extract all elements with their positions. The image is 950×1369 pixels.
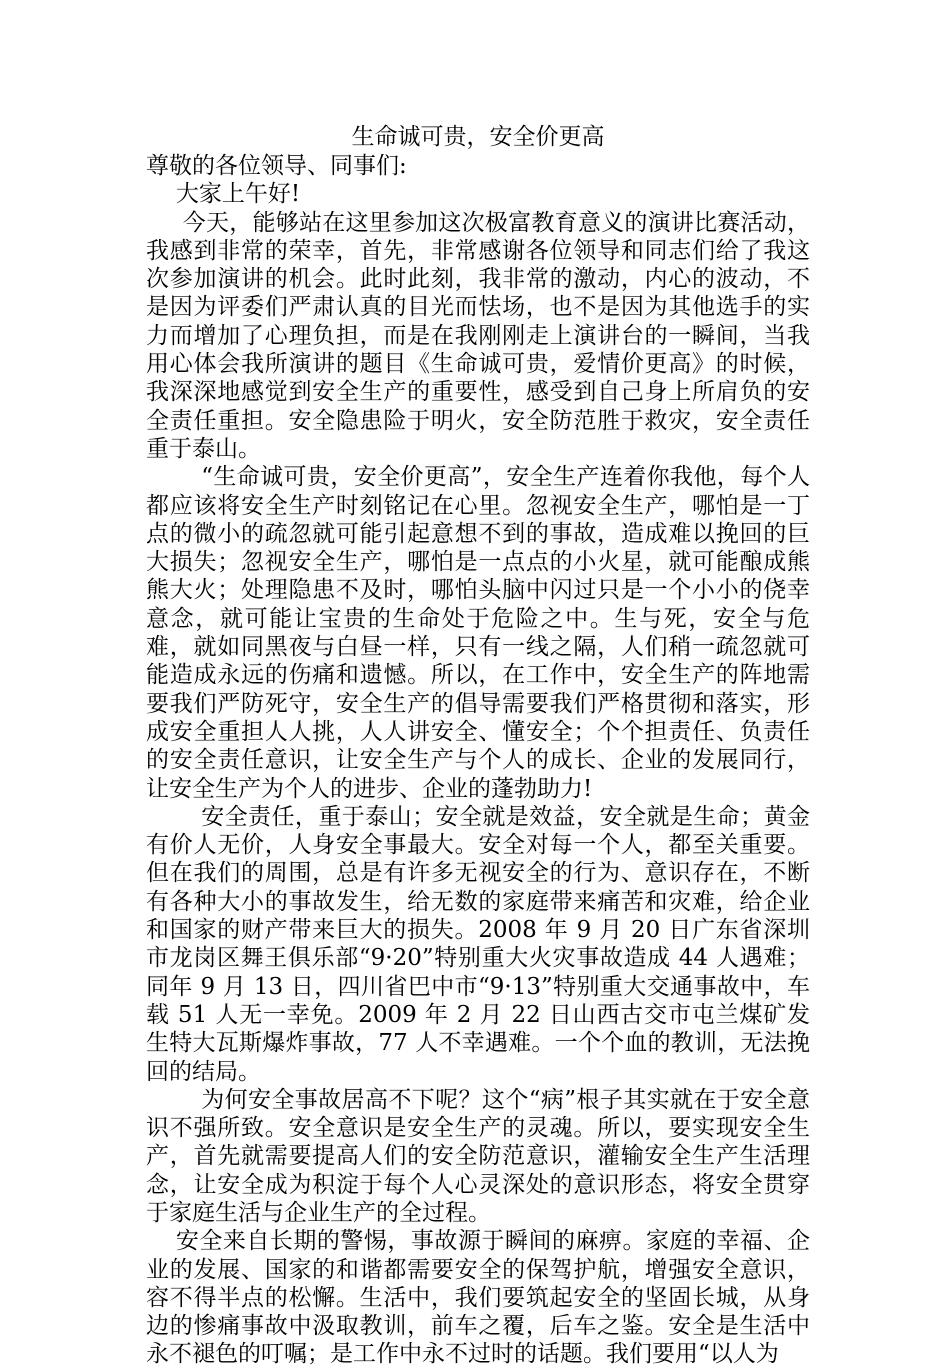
paragraph-5: 安全来自长期的警惕，事故源于瞬间的麻痹。家庭的幸福、企业的发展、国家的和谐都需要安全的保驾护航，增强安全意识，容不得半点的松懈。生活中，我们要筑起安全的坚固长城，从身边的惨痛事故中汲取教训，前车之覆，后车之鉴。安全是生活中永不褪色的叮嘱；是工作中永不过时的话题。我们要用“以人为 <box>146 1228 810 1368</box>
salutation: 尊敬的各位领导、同事们: <box>146 153 407 179</box>
paragraph-4: 为何安全事故居高不下呢？这个“病”根子其实就在于安全意识不强所致。安全意识是安全生产的灵魂。所以，要实现安全生产，首先就需要提高人们的安全防范意识，灌输安全生产生活理念，让安全成为积淀于每个人心灵深处的意识形态，将安全贯穿于家庭生活与企业生产的全过程。 <box>146 1086 810 1226</box>
paragraph-3: 安全责任，重于泰山；安全就是效益，安全就是生命；黄金有价人无价，人身安全事最大。安全对每一个人，都至关重要。但在我们的周围，总是有许多无视安全的行为、意识存在，不断有各种大小的事故发生，给无数的家庭带来痛苦和灾难，给企业和国家的财产带来巨大的损失。2008 年 9 月 20 日广东省深圳市龙岗区舞王俱乐部“9·20”特别重大火灾事故造成 44 人遇难；同年 9 月 13 日，四川省巴中市“9·13”特别重大交通事故中，车载 51 人无一幸免。2009 年 2 月 22 日山西古交市屯兰煤矿发生特大瓦斯爆炸事故，77 人不幸遇难。一个个血的教训，无法挽回的结局。 <box>146 803 810 1085</box>
paragraph-2: “生命诚可贵，安全价更高”，安全生产连着你我他，每个人都应该将安全生产时刻铭记在心里。忽视安全生产，哪怕是一丁点的微小的疏忽就可能引起意想不到的事故，造成难以挽回的巨大损失；忽视安全生产，哪怕是一点点的小火星，就可能酿成熊熊大火；处理隐患不及时，哪怕头脑中闪过只是一个小小的侥幸意念，就可能让宝贵的生命处于危险之中。生与死，安全与危难，就如同黑夜与白昼一样，只有一线之隔，人们稍一疏忽就可能造成永远的伤痛和遗憾。所以，在工作中，安全生产的阵地需要我们严防死守，安全生产的倡导需要我们严格贯彻和落实，形成安全重担人人挑，人人讲安全、懂安全；个个担责任、负责任的安全责任意识，让安全生产与个人的成长、企业的发展同行，让安全生产为个人的进步、企业的蓬勃助力! <box>146 464 810 802</box>
document-title: 生命诚可贵，安全价更高 <box>351 124 605 150</box>
greeting-paragraph: 大家上午好! <box>175 181 301 208</box>
document-page <box>146 122 810 1369</box>
paragraph-1: 今天，能够站在这里参加这次极富教育意义的演讲比赛活动，我感到非常的荣幸，首先，非常感谢各位领导和同志们给了我这次参加演讲的机会。此时此刻，我非常的激动，内心的波动，不是因为评委们严肃认真的目光而怯场，也不是因为其他选手的实力而增加了心理负担，而是在我刚刚走上演讲台的一瞬间，当我用心体会我所演讲的题目《生命诚可贵，爱情价更高》的时候，我深深地感觉到安全生产的重要性，感受到自己身上所肩负的安全责任重担。安全隐患险于明火，安全防范胜于救灾，安全责任重于泰山。 <box>146 209 810 462</box>
